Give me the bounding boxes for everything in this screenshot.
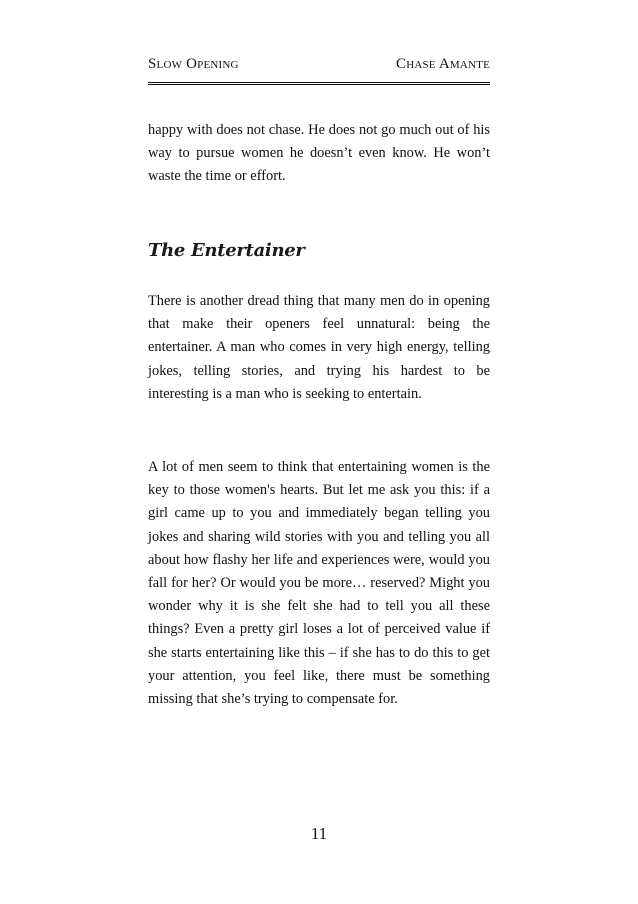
body-paragraph-2: There is another dread thing that many men do in opening that make their openers feel unnatural: being the entertainer. A man who comes in very high energy, telling jokes, telling stories, and trying his hardest to be interesting is a man who is seeking to entertain.	[148, 293, 490, 402]
body-paragraph-3: A lot of men seem to think that entertaining women is the key to those women's hearts. But let me ask you this: if a girl came up to you and immediately began telling you jokes and sharing wild stories with you and telling you all about how flashy her life and experiences were, would you fall for her? Or would you be more… reserved? Might you wonder why it is she felt she had to tell you all these things? Even a pretty girl loses a lot of perceived value if she starts entertaining like this – if she has to do this to get your attention, you feel like, there must be something missing that she’s trying to compensate for.	[148, 459, 490, 708]
body-paragraph-1: happy with does not chase. He does not go much out of his way to pursue women he doesn’t even know. He won’t waste the time or effort.	[148, 122, 490, 185]
header-divider	[148, 82, 490, 85]
page-number: 11	[310, 824, 328, 843]
header-chapter-title: Slow Opening	[148, 56, 239, 72]
section-heading: The Entertainer	[148, 240, 305, 261]
header-author-name: Chase Amante	[396, 56, 490, 72]
running-header	[148, 54, 490, 76]
